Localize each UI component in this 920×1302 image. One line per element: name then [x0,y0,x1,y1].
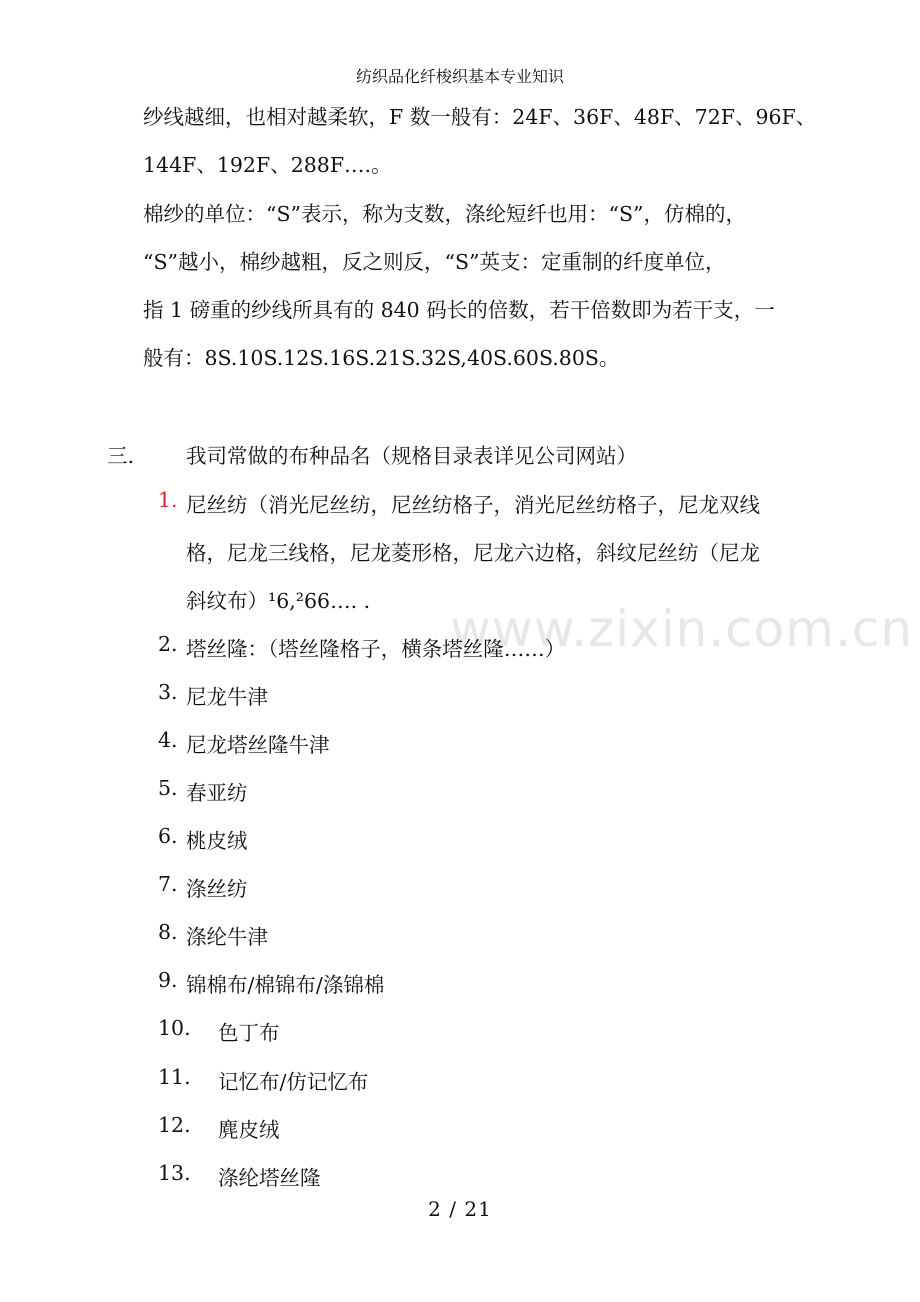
page-header: 纺织品化纤梭织基本专业知识 [355,67,564,86]
list-item-number: 6. [158,824,178,848]
section-title: 我司常做的布种品名（规格目录表详见公司网站） [186,444,637,468]
list-item-number: 13. [158,1161,191,1185]
watermark: www.zixin.com.cn [450,600,914,658]
list-item-text: 记忆布/仿记忆布 [218,1070,369,1094]
list-item-text: 斜纹布）¹6,²66…. . [186,589,371,613]
list-item-number: 1. [158,488,178,512]
list-item-number: 10. [158,1016,191,1040]
list-item-text: 涤丝纺 [186,877,248,901]
list-item-number: 9. [158,968,178,992]
list-item-number: 3. [158,680,178,704]
list-item-number: 11. [158,1065,191,1089]
list-item-text: 塔丝隆：（塔丝隆格子，横条塔丝隆……） [186,637,566,661]
list-item-text: 涤纶塔丝隆 [218,1166,321,1190]
list-item-number: 8. [158,920,178,944]
list-item-text: 桃皮绒 [186,829,248,853]
list-item-text: 锦棉布/棉锦布/涤锦棉 [186,973,385,997]
section-number: 三. [107,444,135,468]
paragraph-line: 棉纱的单位：“S”表示，称为支数，涤纶短纤也用：“S”，仿棉的， [143,202,747,226]
list-item-number: 4. [158,728,178,752]
list-item-text: 涤纶牛津 [186,925,268,949]
list-item-number: 5. [158,776,178,800]
list-item-text: 尼龙塔丝隆牛津 [186,733,330,757]
paragraph-line: 144F、192F、288F….。 [143,153,392,177]
list-item-number: 7. [158,872,178,896]
list-item-text: 格，尼龙三线格，尼龙菱形格，尼龙六边格，斜纹尼丝纺（尼龙 [186,541,760,565]
paragraph-line: “S”越小，棉纱越粗，反之则反，“S”英支：定重制的纤度单位， [143,250,726,274]
list-item-number: 12. [158,1113,191,1137]
list-item-text: 春亚纺 [186,781,248,805]
paragraph-line: 指 1 磅重的纱线所具有的 840 码长的倍数，若干倍数即为若干支，一 [143,298,775,322]
list-item-text: 色丁布 [218,1021,280,1045]
list-item-text: 尼丝纺（消光尼丝纺，尼丝纺格子，消光尼丝纺格子，尼龙双线 [186,493,760,517]
list-item-text: 尼龙牛津 [186,685,268,709]
list-item-text: 麂皮绒 [218,1118,280,1142]
paragraph-line: 纱线越细，也相对越柔软，F 数一般有：24F、36F、48F、72F、96F、 [143,105,817,129]
page-number: 2 / 21 [428,1197,492,1221]
paragraph-line: 般有：8S.10S.12S.16S.21S.32S,40S.60S.80S。 [143,346,620,370]
list-item-number: 2. [158,632,178,656]
